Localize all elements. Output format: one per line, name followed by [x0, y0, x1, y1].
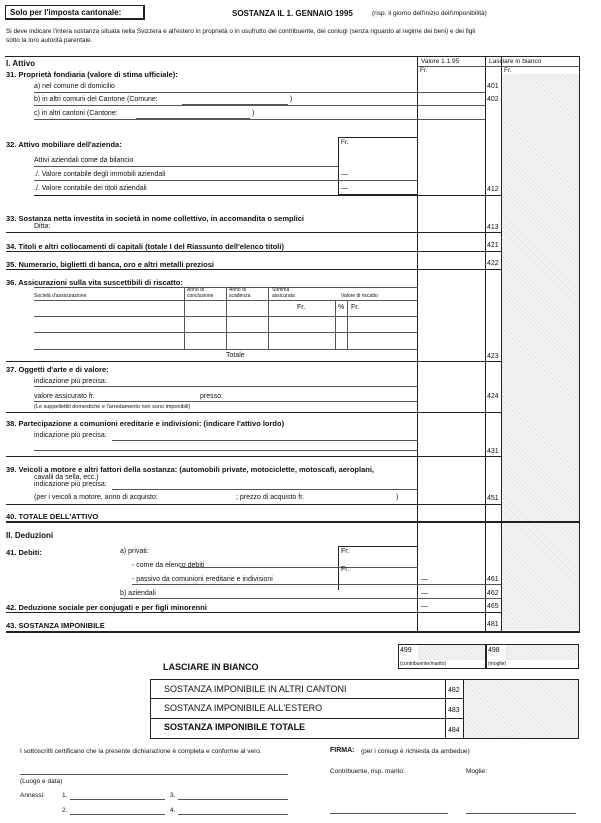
section-34-heading: 34. Titoli e altri collocamenti di capitali (totale I del Riassunto dell'elenco titoli) [6, 242, 284, 251]
code-402: 402 [487, 96, 499, 103]
section-41-fr-2: Fr. [341, 566, 350, 573]
certify-text: I sottoscritti certificano che la presente dichiarazione è completa e conforme al vero. [20, 748, 262, 755]
section-32-fr: Fr. [341, 139, 349, 146]
deduzioni-heading: II. Deduzioni [6, 531, 54, 540]
section-41a1-label: - come da elenco debiti [132, 562, 205, 569]
row-31c-rule [34, 119, 485, 120]
signature-contribuente-field[interactable] [330, 803, 448, 814]
ins-row-3 [34, 349, 418, 350]
section-38-detail-label: indicazione più precisa: [34, 432, 107, 439]
abroad-label: SOSTANZA IMPONIBILE ALL'ESTERO [164, 703, 323, 713]
section-38-heading: 38. Partecipazione a comunioni ereditarie e indivisioni: (indicare l'attivo lordo) [6, 419, 285, 428]
blank-header: Lasciare in bianco [489, 58, 542, 65]
totals-shade [464, 680, 578, 738]
row-40-rule [6, 521, 580, 523]
row-37a-rule [34, 386, 418, 387]
ins-v5 [347, 300, 348, 349]
row-37-rule [6, 412, 501, 413]
ins-v1 [184, 287, 185, 349]
section-39-heading: 39. Veicoli a motore e altri fattori della sostanza: (automobili private, motociclette, motoscafi, aeroplani, [6, 465, 375, 474]
ins-pct: % [338, 304, 345, 311]
lasciare-in-bianco-label: LASCIARE IN BIANCO [163, 662, 259, 672]
row-38b-rule [34, 450, 418, 451]
moglie-label: Moglie: [466, 768, 487, 775]
section-39-line-2: cavalli da sella, ecc.) [34, 474, 99, 481]
page-title: SOSTANZA IL 1. GENNAIO 1995 [232, 9, 353, 18]
code-422: 422 [487, 260, 499, 267]
firma-label: FIRMA: [330, 747, 355, 754]
row-41a2-rule [132, 584, 501, 585]
code-451: 451 [487, 495, 499, 502]
annex-4-label: 4. [170, 807, 176, 814]
wife-label: (moglie) [488, 661, 507, 667]
ins-sum-fr: Fr. [297, 304, 306, 311]
code-499-shade [418, 645, 485, 660]
annex-3-label: 3. [170, 792, 176, 799]
code-498: 498 [488, 647, 500, 654]
annex-1-field[interactable] [70, 791, 165, 800]
section-42-heading: 42. Deduzione sociale per conjugati e per figli minorenni [6, 603, 207, 612]
section-31-heading: 31. Proprietà fondiaria (valore di stima ufficiale): [6, 70, 178, 79]
row-31a-rule [34, 92, 485, 93]
row-39-rule [6, 504, 501, 505]
row-43-rule [6, 631, 580, 633]
contribuente-label: Contribuente, risp. marito: [330, 768, 405, 775]
ins-v3 [268, 287, 269, 349]
section-32-dash-1: — [341, 171, 348, 178]
code-498-shade [505, 645, 578, 660]
row-39a-rule [112, 489, 418, 490]
section-32-heading: 32. Attivo mobiliare dell'azienda: [6, 140, 122, 149]
ins-col-value: Valore di riscatto [341, 293, 378, 299]
code-412: 412 [487, 186, 499, 193]
section-32-property-label: ./. Valore contabile degli immobili aziendali [34, 171, 166, 178]
section-40-heading: 40. TOTALE DELL'ATTIVO [6, 512, 99, 521]
blank-column-shading [502, 74, 579, 630]
husband-label: (contribuente/marito) [400, 661, 447, 667]
section-41-heading: 41. Debiti: [6, 548, 42, 557]
row-33-rule [6, 232, 501, 233]
section-35-heading: 35. Numerario, biglietti di banca, oro e altri metalli preziosi [6, 260, 214, 269]
row-32b-rule [34, 180, 418, 181]
section-41-fr-1: Fr. [341, 548, 350, 555]
section-37-detail-label: indicazione più precisa: [34, 378, 107, 385]
code-499: 499 [400, 647, 412, 654]
code-423: 423 [487, 353, 499, 360]
annessi-label: Annessi: [20, 792, 45, 799]
section-32-dash-2: — [341, 185, 348, 192]
intro-line-2: sotto la loro autorità parentale. [6, 37, 93, 44]
row-35-rule [6, 269, 501, 270]
section-31a-label: a) nel comune di domicilio [34, 83, 115, 90]
blank-column-right [579, 56, 580, 631]
code-413: 413 [487, 224, 499, 231]
section-33-ditta-label: Ditta: [34, 223, 51, 230]
top-rule [5, 56, 580, 57]
section-37-insured-label: valore assicurato fr. [34, 393, 95, 400]
place-date-label: (Luogo e data) [20, 778, 63, 785]
row-38-rule [6, 456, 501, 457]
section-41-dash-2: — [421, 590, 428, 597]
row-31b-rule [34, 105, 485, 106]
row-41b-rule [120, 598, 501, 599]
annex-2-field[interactable] [70, 806, 165, 815]
section-32-securities-label: ./. Valore contabile dei titoli aziendali [34, 185, 147, 192]
section-32-assets-label: Attivi aziendali come da bilancio [34, 157, 134, 164]
code-421: 421 [487, 242, 499, 249]
section-31c-paren: ) [252, 110, 255, 117]
section-32-subtotal-box [338, 137, 418, 195]
intro-line-1: Si deve indicare l'intera sostanza situata nella Svizzera e all'estero in proprietà o in usufrutto del contribuente, dei coniugi (senza riguardo al regime dei beni) e dei figli [6, 28, 476, 35]
cantonal-only-label: Solo per l'imposta cantonale: [10, 8, 122, 17]
section-41a2-label: - passivo da comunioni ereditarie e indivisioni [132, 576, 273, 583]
section-39-paren: ) [396, 494, 399, 501]
section-39-line-4: (per i veicoli a motore, anno di acquisto: [34, 494, 158, 501]
place-date-field[interactable] [20, 764, 288, 775]
ins-col-company: Società d'assicurazione [34, 293, 87, 299]
section-31c-label: c) in altri cantoni (Cantone: [34, 110, 118, 117]
section-33-heading: 33. Sostanza netta investita in società in nome collettivo, in accomandita o semplici [6, 214, 305, 223]
section-31c-cantone-field[interactable] [136, 108, 250, 119]
totals-code-divider [445, 679, 446, 739]
row-32c-rule [34, 195, 501, 196]
section-41b-label: b) aziendali [120, 590, 156, 597]
code-465: 465 [487, 603, 499, 610]
ins-row-2 [34, 332, 418, 333]
code-482: 482 [448, 687, 460, 694]
ins-row-1 [34, 316, 418, 317]
code-401: 401 [487, 83, 499, 90]
section-41-dash-1: — [421, 576, 428, 583]
code-484: 484 [448, 727, 460, 734]
firma-note: (per i coniugi è richiesta da ambedue) [361, 748, 470, 755]
row-37b-rule [34, 401, 418, 402]
section-39-price: ; prezzo di acquisto fr. [236, 494, 305, 501]
code-483: 483 [448, 707, 460, 714]
row-36-rule [6, 361, 501, 362]
row-32a-rule [34, 166, 338, 167]
section-36-heading: 36. Assicurazioni sulla vita suscettibili di riscatto: [6, 278, 183, 287]
code-424: 424 [487, 393, 499, 400]
ins-col-end-year: Anno di scadenza [229, 287, 251, 299]
row-41a1-rule [180, 567, 418, 568]
section-31b-comune-field[interactable] [182, 94, 288, 105]
attivo-heading: I. Attivo [6, 59, 36, 68]
title-note: (risp. il giorno dell'inizio dell'imponibilità) [372, 10, 487, 17]
section-42-dash: — [421, 603, 428, 610]
ins-total-label: Totale [226, 352, 245, 359]
section-31b-label: b) in altri comuni del Cantone (Comune: [34, 96, 158, 103]
code-431: 431 [487, 448, 499, 455]
ins-col-sum: Somma assicurata [272, 287, 295, 299]
section-37-heading: 37. Oggetti d'arte e di valore: [6, 365, 109, 374]
section-31b-paren: ) [290, 96, 293, 103]
section-37-note: (Le suppellettili domestiche e l'arredamento non sono imponibili) [34, 404, 191, 410]
ins-value-fr: Fr. [351, 304, 360, 311]
blank-fr: Fr. [504, 67, 512, 74]
row-38a-rule [112, 440, 418, 441]
section-37-presso-label: presso: [200, 393, 223, 400]
total-label: SOSTANZA IMPONIBILE TOTALE [164, 722, 306, 732]
code-461: 461 [487, 576, 499, 583]
header-rule [417, 66, 580, 67]
annex-4-field[interactable] [178, 806, 288, 815]
section-39-line-3: indicazione più precisa: [34, 481, 107, 488]
value-column-right [485, 56, 486, 631]
ins-col-start-year: Anno di conclusione [187, 287, 214, 299]
code-462: 462 [487, 590, 499, 597]
other-cantons-label: SOSTANZA IMPONIBILE IN ALTRI CANTONI [164, 684, 347, 694]
section-43-heading: 43. SOSTANZA IMPONIBILE [6, 621, 105, 630]
annex-3-field[interactable] [178, 791, 288, 800]
row-34-rule [6, 251, 501, 252]
annex-2-label: 2. [62, 807, 68, 814]
value-header: Valore 1.1.95 [421, 58, 460, 65]
value-fr: Fr. [420, 67, 428, 74]
ins-v4 [335, 300, 336, 349]
annex-1-label: 1. [62, 792, 68, 799]
ins-v2 [226, 287, 227, 349]
row-42-rule [6, 612, 501, 613]
signature-moglie-field[interactable] [466, 803, 576, 814]
code-481: 481 [487, 621, 499, 628]
section-41a-label: a) privati: [120, 548, 149, 555]
